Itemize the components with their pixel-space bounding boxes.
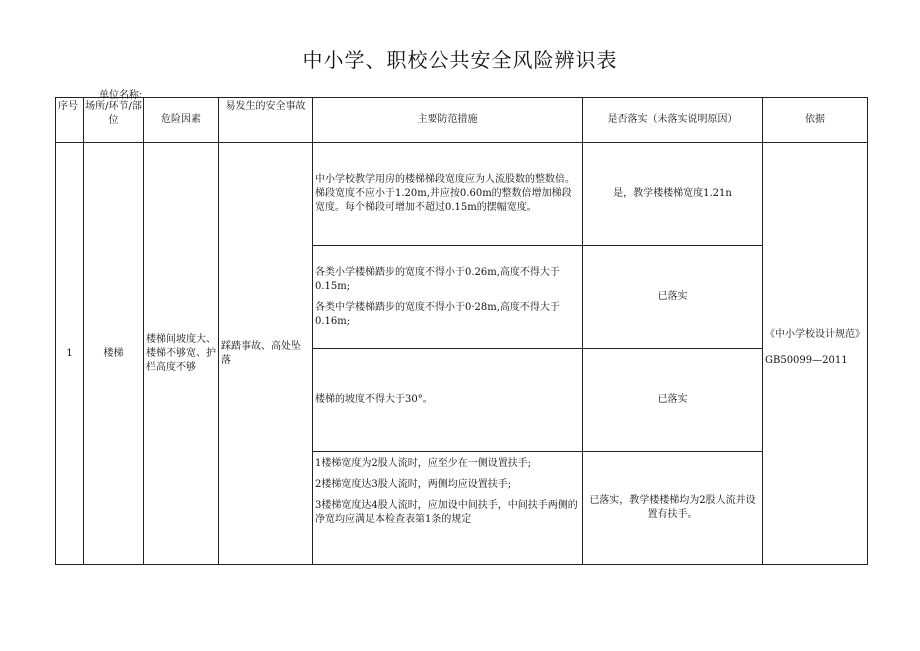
table-row xyxy=(56,143,868,246)
header-basis: 依据 xyxy=(763,98,868,143)
measure-text: 1楼梯宽度为2股人流时，应至少在一侧设置扶手; xyxy=(315,458,532,469)
measure-text: 3楼梯宽度达4股人流时，应加设中间扶手，中间扶手两侧的净宽均应满足本检查表第1条的规定 xyxy=(315,500,578,525)
measure-text: 中小学校教学用房的楼梯梯段宽度应为人流股数的整数倍。梯段宽度不应小于1.20m,并应按0.60m的整数倍增加梯段宽度。每个梯段可增加不超过0.15m的摆幅宽度。 xyxy=(315,174,575,213)
basis-standard-name: 《中小学校设计规范》 xyxy=(765,328,865,340)
row-place: 楼梯 xyxy=(84,143,144,565)
row-accident: 踩踏事故、高处坠落 xyxy=(219,143,313,565)
status-cell: 已落实 xyxy=(583,246,763,349)
header-measures: 主要防范措施 xyxy=(313,98,583,143)
measure-cell xyxy=(313,246,583,349)
status-cell: 已落实 xyxy=(583,349,763,452)
measure-text: 楼梯的坡度不得大于30°。 xyxy=(315,394,433,405)
header-hazard: 危险因素 xyxy=(144,98,219,143)
measure-text: 各类小学楼梯踏步的宽度不得小于0.26m,高度不得大于0.15m; xyxy=(315,266,560,292)
header-implemented: 是否落实（未落实说明原因） xyxy=(583,98,763,143)
measure-text: 各类中学楼梯踏步的宽度不得小于0·28m,高度不得大于0.16m; xyxy=(315,301,560,327)
page-title: 中小学、职校公共安全风险辨识表 xyxy=(302,48,618,72)
measure-text: 2楼梯宽度达3股人流时，两侧均应设置扶手; xyxy=(315,479,512,490)
measure-cell xyxy=(313,452,583,565)
measure-cell xyxy=(313,349,583,452)
status-cell: 是，教学楼楼梯宽度1.21n xyxy=(583,143,763,246)
header-seq: 序号 xyxy=(56,98,84,143)
row-hazard: 楼梯间坡度大、楼梯不够宽、护栏高度不够 xyxy=(144,143,219,565)
row-basis xyxy=(763,143,868,565)
header-accident: 易发生的安全事故 xyxy=(219,98,313,143)
status-cell: 已落实，教学楼楼梯均为2股人流并设置有扶手。 xyxy=(583,452,763,565)
row-seq: 1 xyxy=(56,143,84,565)
basis-standard-code: GB50099—2011 xyxy=(765,354,848,366)
header-place: 场所/环节/部位 xyxy=(84,98,144,143)
risk-table xyxy=(55,97,868,565)
measure-cell xyxy=(313,143,583,246)
header-row xyxy=(56,98,868,143)
unit-name-label: 单位名称: xyxy=(99,90,143,101)
